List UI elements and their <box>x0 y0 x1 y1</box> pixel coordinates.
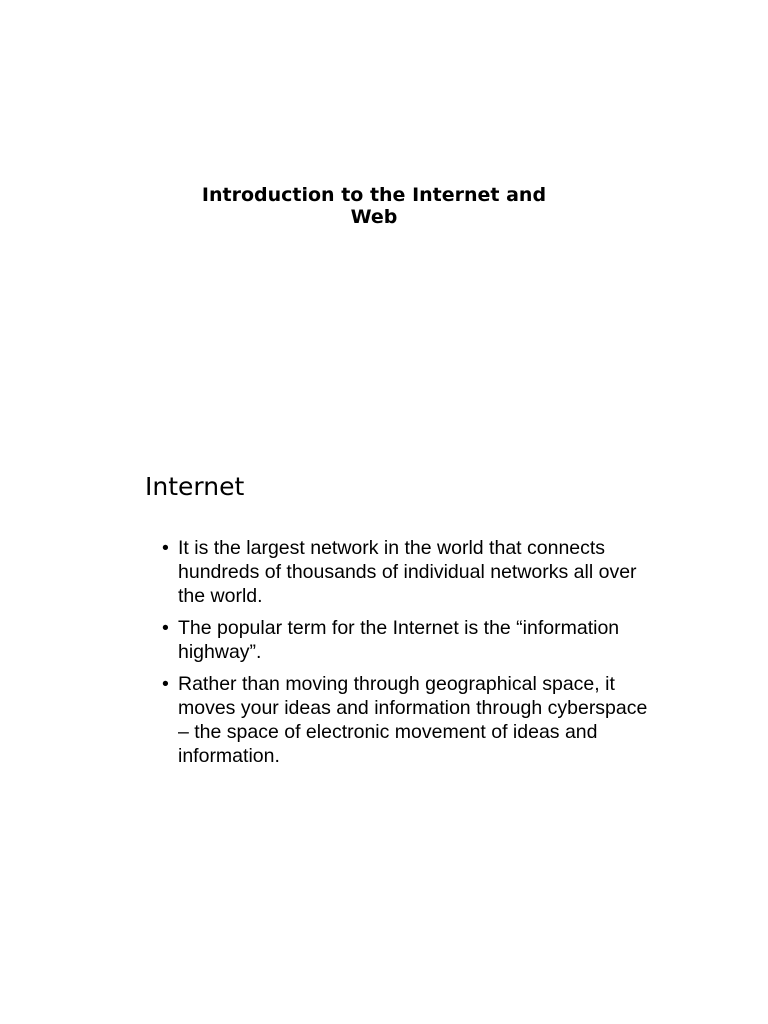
list-item <box>162 672 652 768</box>
page-title-line-1: Introduction to the Internet and <box>201 184 547 206</box>
bullet-text: The popular term for the Internet is the “information highway”. <box>178 617 620 663</box>
bullet-icon: • <box>162 617 169 639</box>
list-item <box>162 536 652 608</box>
page-title <box>174 184 574 228</box>
page-title-line-2: Web <box>350 206 398 228</box>
bullet-icon: • <box>162 673 169 695</box>
bullet-list <box>162 536 652 776</box>
bullet-text: It is the largest network in the world that connects hundreds of thousands of individual networks all over the world. <box>178 537 637 607</box>
bullet-text: Rather than moving through geographical space, it moves your ideas and information through cyberspace – the space of electronic movement of ideas and information. <box>178 673 648 767</box>
bullet-icon: • <box>162 537 169 559</box>
list-item <box>162 616 652 664</box>
section-heading: Internet <box>145 472 245 501</box>
